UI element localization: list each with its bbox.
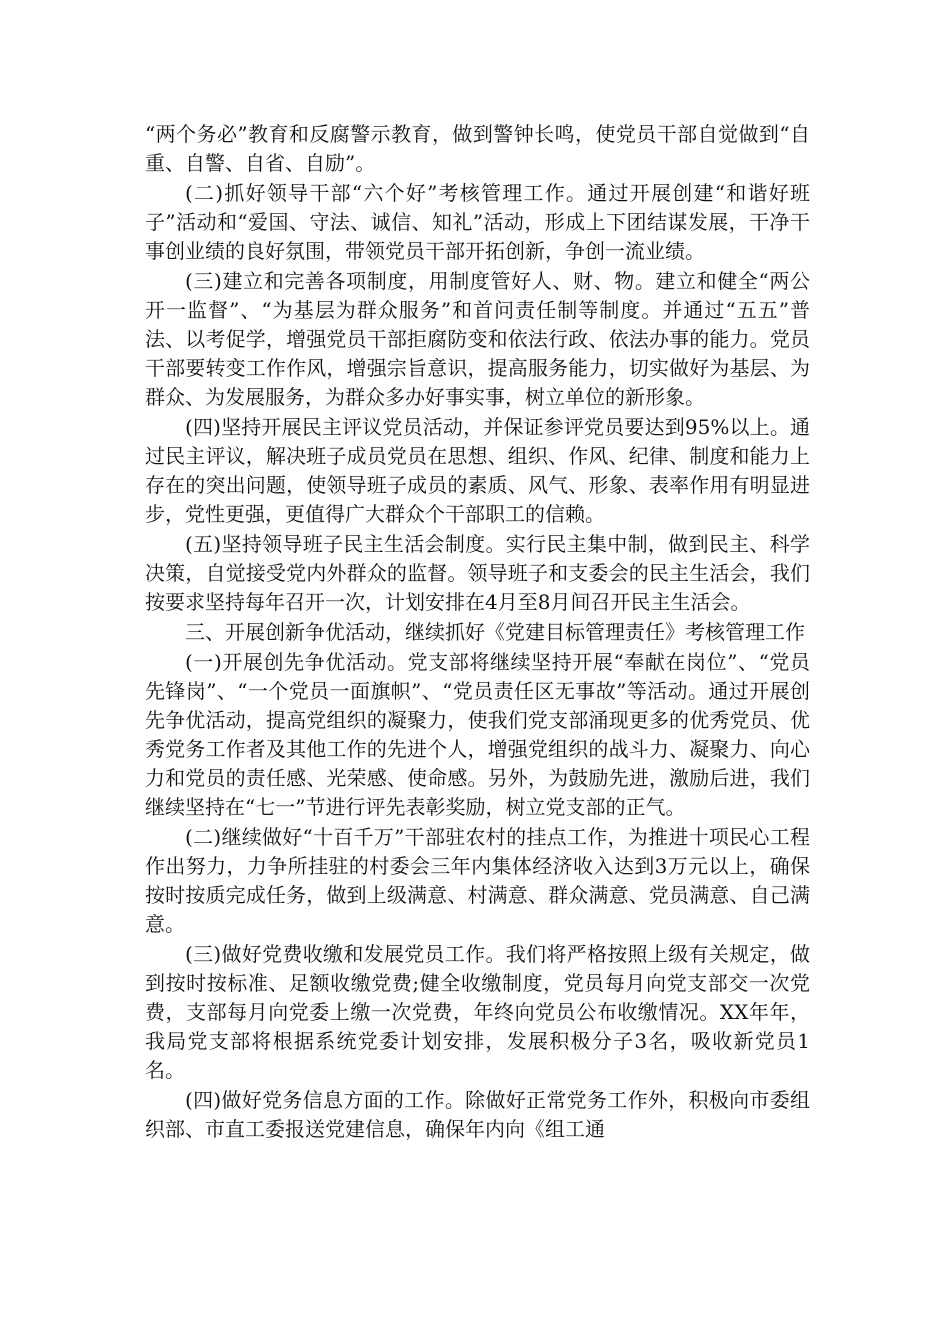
paragraph-village-work: (二)继续做好“十百千万”干部驻农村的挂点工作，为推进十项民心工程作出努力，力争所挂驻的村委会三年内集体经济收入达到3万元以上，确保按时按质完成任务，做到上级满意、村满意、群众满意、党员满意、自己满意。	[145, 825, 810, 936]
paragraph-leadership-assessment: (二)抓好领导干部“六个好”考核管理工作。通过开展创建“和谐好班子”活动和“爱国、守法、诚信、知礼”活动，形成上下团结谋发展，干净干事创业绩的良好氛围，带领党员干部开拓创新，争创一流业绩。	[145, 181, 810, 263]
section-heading-3: 三、开展创新争优活动，继续抓好《党建目标管理责任》考核管理工作	[185, 620, 805, 644]
document-body	[145, 120, 810, 1145]
paragraph-democratic-evaluation: (四)坚持开展民主评议党员活动，并保证参评党员要达到95%以上。通过民主评议，解决班子成员党员在思想、组织、作风、纪律、制度和能力上存在的突出问题，使领导班子成员的素质、风气、形象、表率作用有明显进步，党性更强，更值得广大群众个干部职工的信赖。	[145, 415, 810, 526]
paragraph-party-information: (四)做好党务信息方面的工作。除做好正常党务工作外，积极向市委组织部、市直工委报送党建信息，确保年内向《组工通	[145, 1088, 810, 1141]
paragraph-democratic-life-meeting: (五)坚持领导班子民主生活会制度。实行民主集中制，做到民主、科学决策，自觉接受党内外群众的监督。领导班子和支委会的民主生活会，我们按要求坚持每年召开一次，计划安排在4月至8月间召开民主生活会。	[145, 532, 810, 614]
paragraph-system-building: (三)建立和完善各项制度，用制度管好人、财、物。建立和健全“两公开一监督”、“为基层为群众服务”和首问责任制等制度。并通过“五五”普法、以考促学，增强党员干部拒腐防变和依法行政、依法办事的能力。党员干部要转变工作作风，增强宗旨意识，提高服务能力，切实做好为基层、为群众、为发展服务，为群众多办好事实事，树立单位的新形象。	[145, 269, 810, 409]
paragraph-continuation: “两个务必”教育和反腐警示教育，做到警钟长鸣，使党员干部自觉做到“自重、自警、自省、自励”。	[145, 122, 810, 175]
paragraph-party-dues: (三)做好党费收缴和发展党员工作。我们将严格按照上级有关规定，做到按时按标准、足额收缴党费;健全收缴制度，党员每月向党支部交一次党费，支部每月向党委上缴一次党费，年终向党员公布收缴情况。XX年年，我局党支部将根据系统党委计划安排，发展积极分子3名，吸收新党员1名。	[145, 942, 810, 1082]
paragraph-excellence-activities: (一)开展创先争优活动。党支部将继续坚持开展“奉献在岗位”、“党员先锋岗”、“一个党员一面旗帜”、“党员责任区无事故”等活动。通过开展创先争优活动，提高党组织的凝聚力，使我们党支部涌现更多的优秀党员、优秀党务工作者及其他工作的先进个人，增强党组织的战斗力、凝聚力、向心力和党员的责任感、光荣感、使命感。另外，为鼓励先进，激励后进，我们继续坚持在“七一”节进行评先表彰奖励，树立党支部的正气。	[145, 650, 810, 819]
